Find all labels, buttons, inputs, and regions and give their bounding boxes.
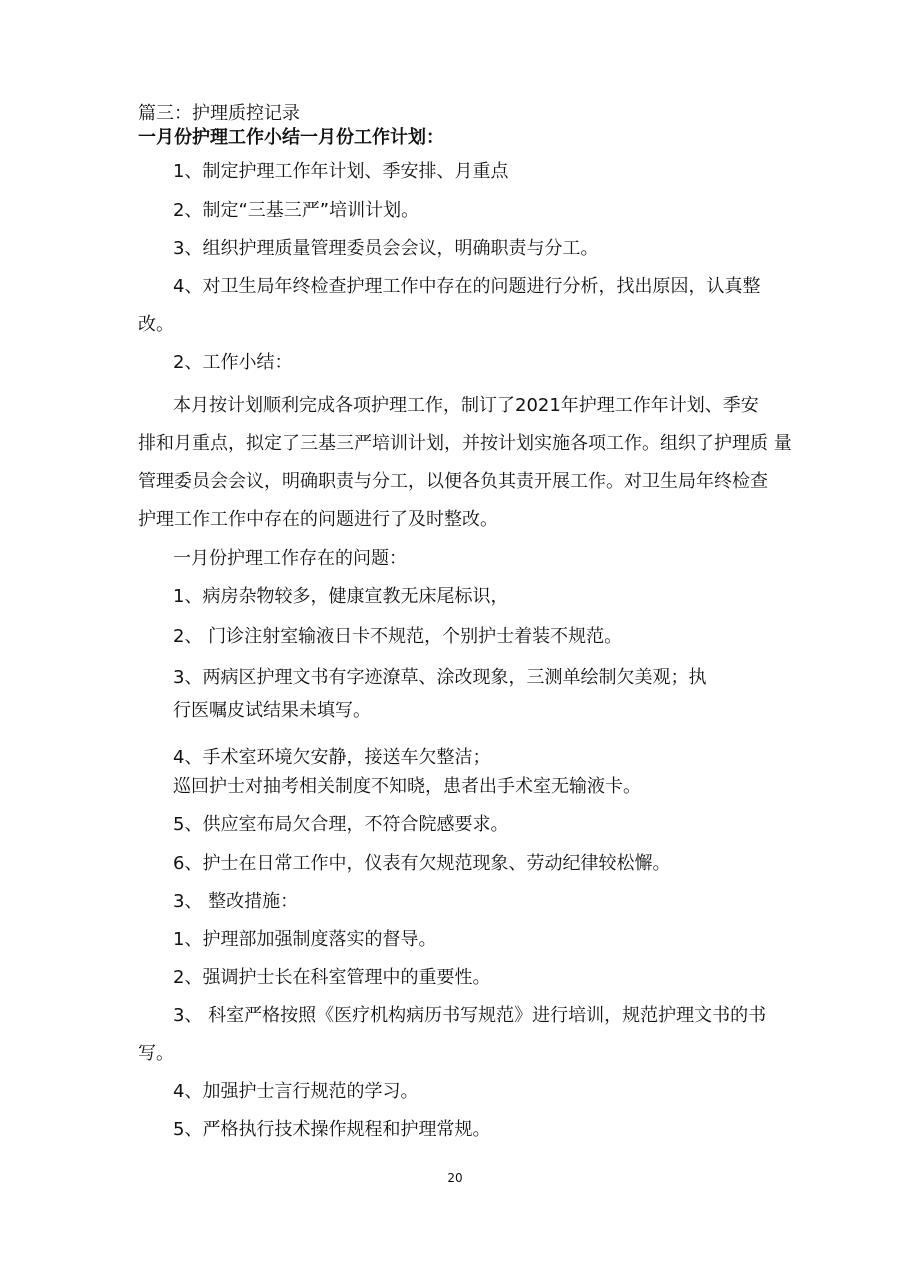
paragraph-line: 巡回护士对抽考相关制度不知晓，患者出手术室无输液卡。 xyxy=(173,776,641,797)
paragraph-line: 排和月重点，拟定了三基三严培训计划，并按计划实施各项工作。组织了护理质 量 xyxy=(138,433,792,454)
paragraph-line: 3、组织护理质量管理委员会会议，明确职责与分工。 xyxy=(173,238,599,259)
paragraph-line: 一月份护理工作存在的问题： xyxy=(173,548,407,569)
paragraph-line: 1、制定护理工作年计划、季安排、月重点 xyxy=(173,161,509,182)
paragraph-line: 5、严格执行技术操作规程和护理常规。 xyxy=(173,1119,491,1140)
document-subheading: 一月份护理工作小结一月份工作计划： xyxy=(138,127,444,148)
paragraph-line: 2、制定“三基三严”培训计划。 xyxy=(173,200,420,221)
paragraph-line: 3、 整改措施： xyxy=(173,891,299,912)
paragraph-line: 管理委员会会议，明确职责与分工，以便各负其责开展工作。对卫生局年终检查 xyxy=(138,471,768,492)
paragraph-line: 2、 门诊注射室输液日卡不规范，个别护士着装不规范。 xyxy=(173,626,623,647)
page-number: 20 xyxy=(447,1171,463,1185)
paragraph-line: 5、供应室布局欠合理，不符合院感要求。 xyxy=(173,814,509,835)
paragraph-line: 4、加强护士言行规范的学习。 xyxy=(173,1081,419,1102)
paragraph-line: 1、护理部加强制度落实的督导。 xyxy=(173,929,437,950)
paragraph-line: 4、手术室环境欠安静，接送车欠整洁； xyxy=(173,747,491,768)
paragraph-line: 3、两病区护理文书有字迹潦草、涂改现象，三测单绘制欠美观；执 xyxy=(173,667,707,688)
paragraph-line: 6、护士在日常工作中，仪表有欠规范现象、劳动纪律较松懈。 xyxy=(173,853,671,874)
paragraph-line: 2、工作小结： xyxy=(173,352,293,373)
paragraph-line: 3、 科室严格按照《医疗机构病历书写规范》进行培训，规范护理文书的书 xyxy=(173,1005,767,1026)
paragraph-line: 4、对卫生局年终检查护理工作中存在的问题进行分析，找出原因，认真整 xyxy=(173,276,761,297)
paragraph-line: 改。 xyxy=(138,314,174,335)
document-heading: 篇三：护理质控记录 xyxy=(138,103,300,124)
paragraph-line: 本月按计划顺利完成各项护理工作，制订了2021年护理工作年计划、季安 xyxy=(173,395,759,416)
paragraph-line: 2、强调护士长在科室管理中的重要性。 xyxy=(173,967,491,988)
paragraph-line: 写。 xyxy=(138,1043,174,1064)
paragraph-line: 护理工作工作中存在的问题进行了及时整改。 xyxy=(138,509,498,530)
paragraph-line: 1、病房杂物较多，健康宣教无床尾标识， xyxy=(173,586,509,607)
paragraph-line: 行医嘱皮试结果未填写。 xyxy=(173,700,371,721)
